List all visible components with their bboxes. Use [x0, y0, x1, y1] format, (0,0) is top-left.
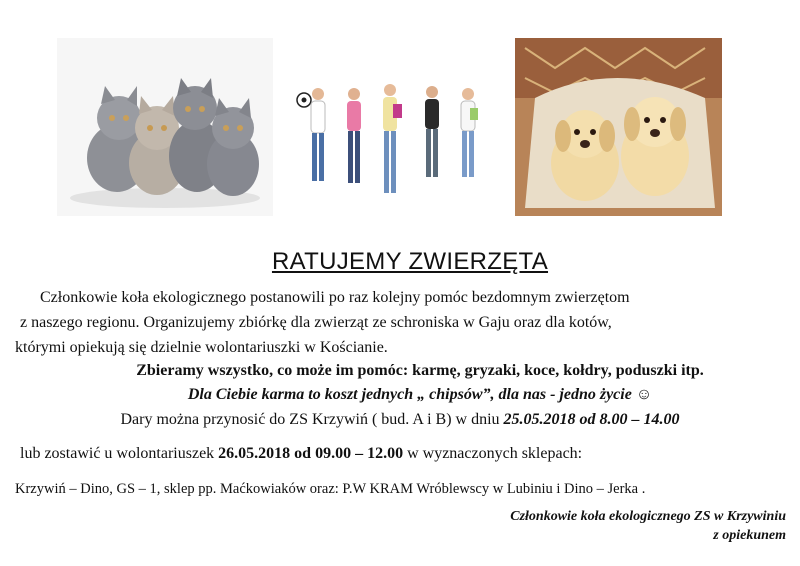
signature-line-1: Członkowie koła ekologicznego ZS w Krzywiniu: [510, 509, 786, 524]
donation-date: 25.05.2018 od 8.00 – 14.00: [503, 411, 680, 428]
kittens-photo: [57, 38, 273, 216]
volunteer-prefix: lub zostawić u wolontariuszek: [20, 445, 219, 462]
donation-line: [0, 411, 800, 429]
children-photo: [290, 80, 496, 212]
slogan-line: Dla Ciebie karma to koszt jednych „ chipsów”, dla nas - jedno życie ☺: [187, 386, 653, 403]
volunteer-line: [20, 445, 582, 463]
volunteer-date: 26.05.2018 od 09.00 – 12.00: [218, 445, 404, 462]
intro-line-1: Członkowie koła ekologicznego postanowili po raz kolejny pomóc bezdomnym zwierzętom: [40, 289, 630, 306]
intro-line-3: którymi opiekują się dzielnie wolontariuszki w Kościanie.: [15, 339, 388, 356]
puppies-photo: [515, 38, 722, 216]
intro-line-2: z naszego regionu. Organizujemy zbiórkę dla zwierząt ze schroniska w Gaju oraz dla kotów,: [20, 314, 612, 331]
page-title: RATUJEMY ZWIERZĘTA: [271, 248, 549, 275]
volunteer-suffix: w wyznaczonych sklepach:: [403, 445, 583, 462]
shops-line: Krzywiń – Dino, GS – 1, sklep pp. Maćkowiaków oraz: P.W KRAM Wróblewscy w Lubiniu i Dino – Jerka .: [15, 481, 646, 497]
collect-items-line: Zbieramy wszystko, co może im pomóc: karmę, gryzaki, koce, kołdry, poduszki itp.: [136, 362, 704, 379]
signature-line-2: z opiekunem: [713, 528, 786, 543]
donation-text: Dary można przynosić do ZS Krzywiń ( bud. A i B) w dniu: [120, 411, 504, 428]
